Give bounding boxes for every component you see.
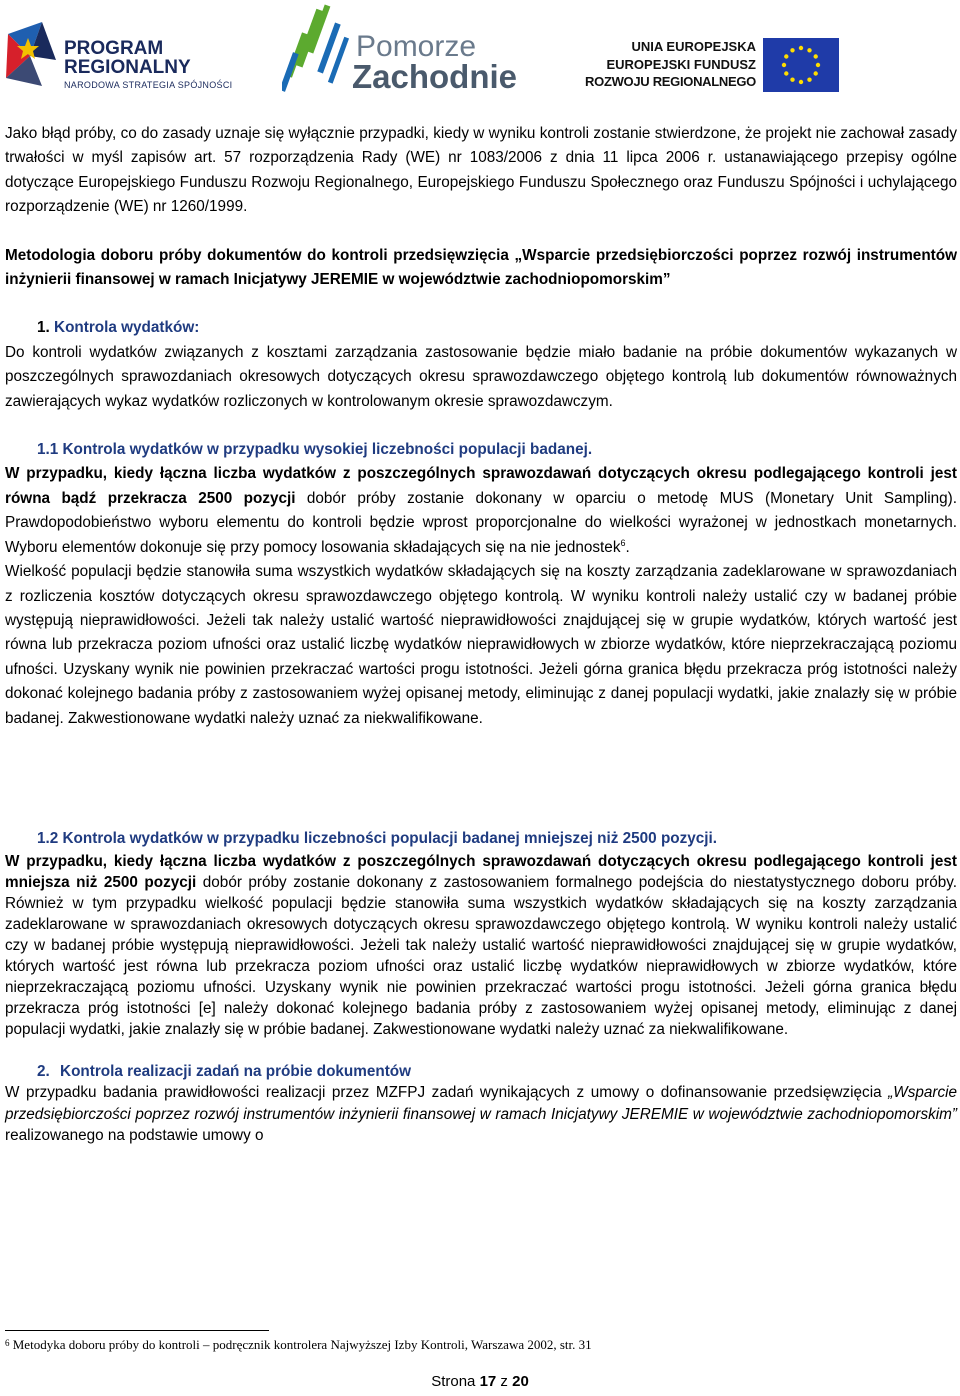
footnote-ref[interactable]: 6 (620, 537, 626, 548)
footnote-separator (5, 1330, 269, 1331)
paragraph-mus-bold: W przypadku, kiedy łączna liczba wydatków z poszczególnych sprawozdawań dotyczących okresu podlegającego kontroli jest równa bądź przekracza 2500 pozycji (5, 465, 957, 507)
paragraph-nonstatistical-text: dobór próby zostanie dokonany z zastosowaniem formalnego podejścia do niestatystycznego doboru próby. Również w tym przypadku wielkość populacji będzie stanowiła suma wszystkich wydatków składających się na koszty zarządzania zadeklarowane w sprawozdaniach okresowych dotyczących okresu sprawozdawczego objętego kontrolą. W wyniku kontroli należy ustalić czy w badanej próbie występują nieprawidłowości. Jeżeli tak należy ustalić wartość nieprawidłowości znajdującej się w grupie wydatków, których wartość jest równa lub przekracza poziom ufności oraz ustalić liczbę wydatków nieprawidłowych w zbiorze wydatków, które nieprzekraczającą poziomu ufności. Uzyskany wynik nie powinien przekraczać wartości progu istotności. Jeżeli górna granica błędu przekracza próg istotności [e] należy dokonać kolejnego badania próby z zastosowaniem wyżej opisanej metody, eliminując z danej populacji wydatki, jakie znalazły się w próbie badanej. Zakwestionowane wydatki należy uznać za niekwalifikowane. (5, 874, 957, 1039)
logo-pomorze-line2: Zachodnie (352, 58, 518, 95)
eu-star-icon (807, 48, 811, 52)
paragraph-task-text-a: W przypadku badania prawidłowości realizacji przez MZFPJ zadań wynikających z umowy o dofinansowanie przedsięwzięcia (5, 1084, 889, 1102)
section-1-number: 1. (37, 319, 50, 337)
paragraph-population-size: Wielkość populacji będzie stanowiła suma wszystkich wydatków składających się na koszty zarządzania zadeklarowane w sprawozdaniach z rozliczenia kosztów dotyczących okresu sprawozdawczego objętego kontrolą. W wyniku kontroli należy ustalić czy w badanej próbie występują nieprawidłowości. Jeżeli tak należy ustalić wartość nieprawidłowości znajdującej się w grupie wydatków, których wartość jest równa lub przekracza poziom ufności oraz ustalić liczbę wydatków nieprawidłowych w zbiorze wydatków, które nieprzekraczającą poziomu ufności. Uzyskany wynik nie powinien przekraczać wartości progu istotności. Jeżeli górna granica błędu przekracza próg istotności należy dokonać kolejnego badania próby z zastosowaniem wyżej opisanej metody, eliminując z danej populacji wydatki, jakie znalazły się w próbie badanej. Zakwestionowane wydatki należy uznać za niekwalifikowane. (5, 563, 957, 727)
section-1-title: Kontrola wydatków: (54, 319, 200, 337)
page-number-current: 17 (479, 1373, 497, 1390)
logo-ue-line1: UNIA EUROPEJSKA (631, 39, 756, 54)
logo-ue-line2: EUROPEJSKI FUNDUSZ (606, 57, 756, 72)
section-2-number: 2. (37, 1063, 50, 1081)
paragraph-expense-control: Do kontroli wydatków związanych z kosztami zarządzania zastosowanie będzie miało badanie na próbie dokumentów wykazanych w poszczególnych sprawozdaniach okresowych dotyczących okresu sprawozdawczego objętego kontrolą lub dokumentów równoważnych zawierających wykaz wydatków rozliczonych w kontrolowanym okresie sprawozdawczym. (5, 343, 957, 410)
document-body (5, 122, 957, 1147)
paragraph-mus-text: dobór próby zostanie dokonany w oparciu o metodę MUS (Monetary Unit Sampling). Prawdopodobieństwo wyboru elementu do kontroli będzie wprost proporcjonalne do wielkości wyrażonej w jednostkach monetarnych. Wyboru elementów dokonuje się przy pomocy losowania składających się na nie jednostek (5, 489, 957, 556)
paragraph-task-italic: „Wsparcie przedsiębiorczości poprzez rozwój instrumentów inżynierii finansowej w ramach Inicjatywy JEREMIE w województwie zachodniopomorskim” (5, 1084, 957, 1123)
section-2-heading (37, 1061, 957, 1082)
pomorze-zachodnie-emblem-icon (282, 2, 354, 102)
eu-star-icon (799, 80, 803, 84)
logo-ue-line3: ROZWOJU REGIONALNEGO (585, 74, 756, 89)
paragraph-task-control (5, 1082, 957, 1147)
paragraph-mus-end: . (625, 538, 630, 556)
eu-star-icon (816, 63, 820, 67)
logo-program-line1: PROGRAM (64, 38, 164, 59)
eu-star-icon (784, 54, 788, 58)
page-number (0, 1373, 960, 1390)
page-number-separator: z (496, 1373, 513, 1390)
eu-star-icon (790, 48, 794, 52)
logo-unia-europejska (572, 38, 838, 94)
paragraph-mus-sampling (5, 462, 957, 560)
logo-pomorze-zachodnie (282, 2, 522, 102)
section-1-heading (37, 316, 957, 340)
footnote (5, 1336, 592, 1354)
paragraph-nonstatistical (5, 851, 957, 1040)
eu-star-icon (807, 78, 811, 82)
section-2-title: Kontrola realizacji zadań na próbie dokumentów (60, 1063, 412, 1081)
eu-flag-icon (763, 38, 839, 92)
paragraph-task-text-b: realizowanego na podstawie umowy o (5, 1127, 264, 1145)
section-1-2-heading: 1.2 Kontrola wydatków w przypadku liczebności populacji badanej mniejszej niż 2500 pozycji. (37, 829, 718, 847)
logo-pomorze-line1: Pomorze (356, 30, 477, 63)
page-number-total: 20 (512, 1373, 529, 1390)
eu-star-icon (782, 63, 786, 67)
page-number-prefix: Strona (431, 1373, 480, 1390)
eu-star-icon (790, 78, 794, 82)
logo-program-line2: REGIONALNY (64, 57, 191, 78)
eu-star-icon (814, 71, 818, 75)
page-header (0, 0, 960, 110)
eu-star-icon (814, 54, 818, 58)
paragraph-sampling-error: Jako błąd próby, co do zasady uznaje się wyłącznie przypadki, kiedy w wyniku kontroli zostanie stwierdzone, że projekt nie zachował zasady trwałości w myśl zapisów art. 57 rozporządzenia Rady (WE) nr 1083/2006 z dnia 11 lipca 2006 r. ustanawiającego przepisy ogólne dotyczące Europejskiego Funduszu Rozwoju Regionalnego, Europejskiego Funduszu Społecznego oraz Funduszu Spójności i uchylającego rozporządzenie (WE) nr 1260/1999. (5, 125, 957, 216)
paragraph-nonstatistical-bold: W przypadku, kiedy łączna liczba wydatków z poszczególnych sprawozdawań dotyczących okresu podlegającego kontroli jest mniejsza niż 2500 pozycji (5, 853, 957, 892)
logo-program-regionalny (2, 20, 232, 100)
section-1-1-heading: 1.1 Kontrola wydatków w przypadku wysokiej liczebności populacji badanej. (37, 441, 593, 459)
program-regionalny-emblem-icon (2, 20, 60, 92)
logo-program-line3: NARODOWA STRATEGIA SPÓJNOŚCI (64, 80, 233, 90)
footnote-text: Metodyka doboru próby do kontroli – podręcznik kontrolera Najwyższej Izby Kontroli, Warszawa 2002, str. 31 (9, 1337, 592, 1352)
eu-star-icon (799, 46, 803, 50)
eu-star-icon (784, 71, 788, 75)
methodology-title: Metodologia doboru próby dokumentów do kontroli przedsięwzięcia „Wsparcie przedsiębiorczości poprzez rozwój instrumentów inżynierii finansowej w ramach Inicjatywy JEREMIE w województwie zachodniopomorskim” (5, 246, 957, 289)
footnote-number: 6 (5, 1338, 10, 1348)
